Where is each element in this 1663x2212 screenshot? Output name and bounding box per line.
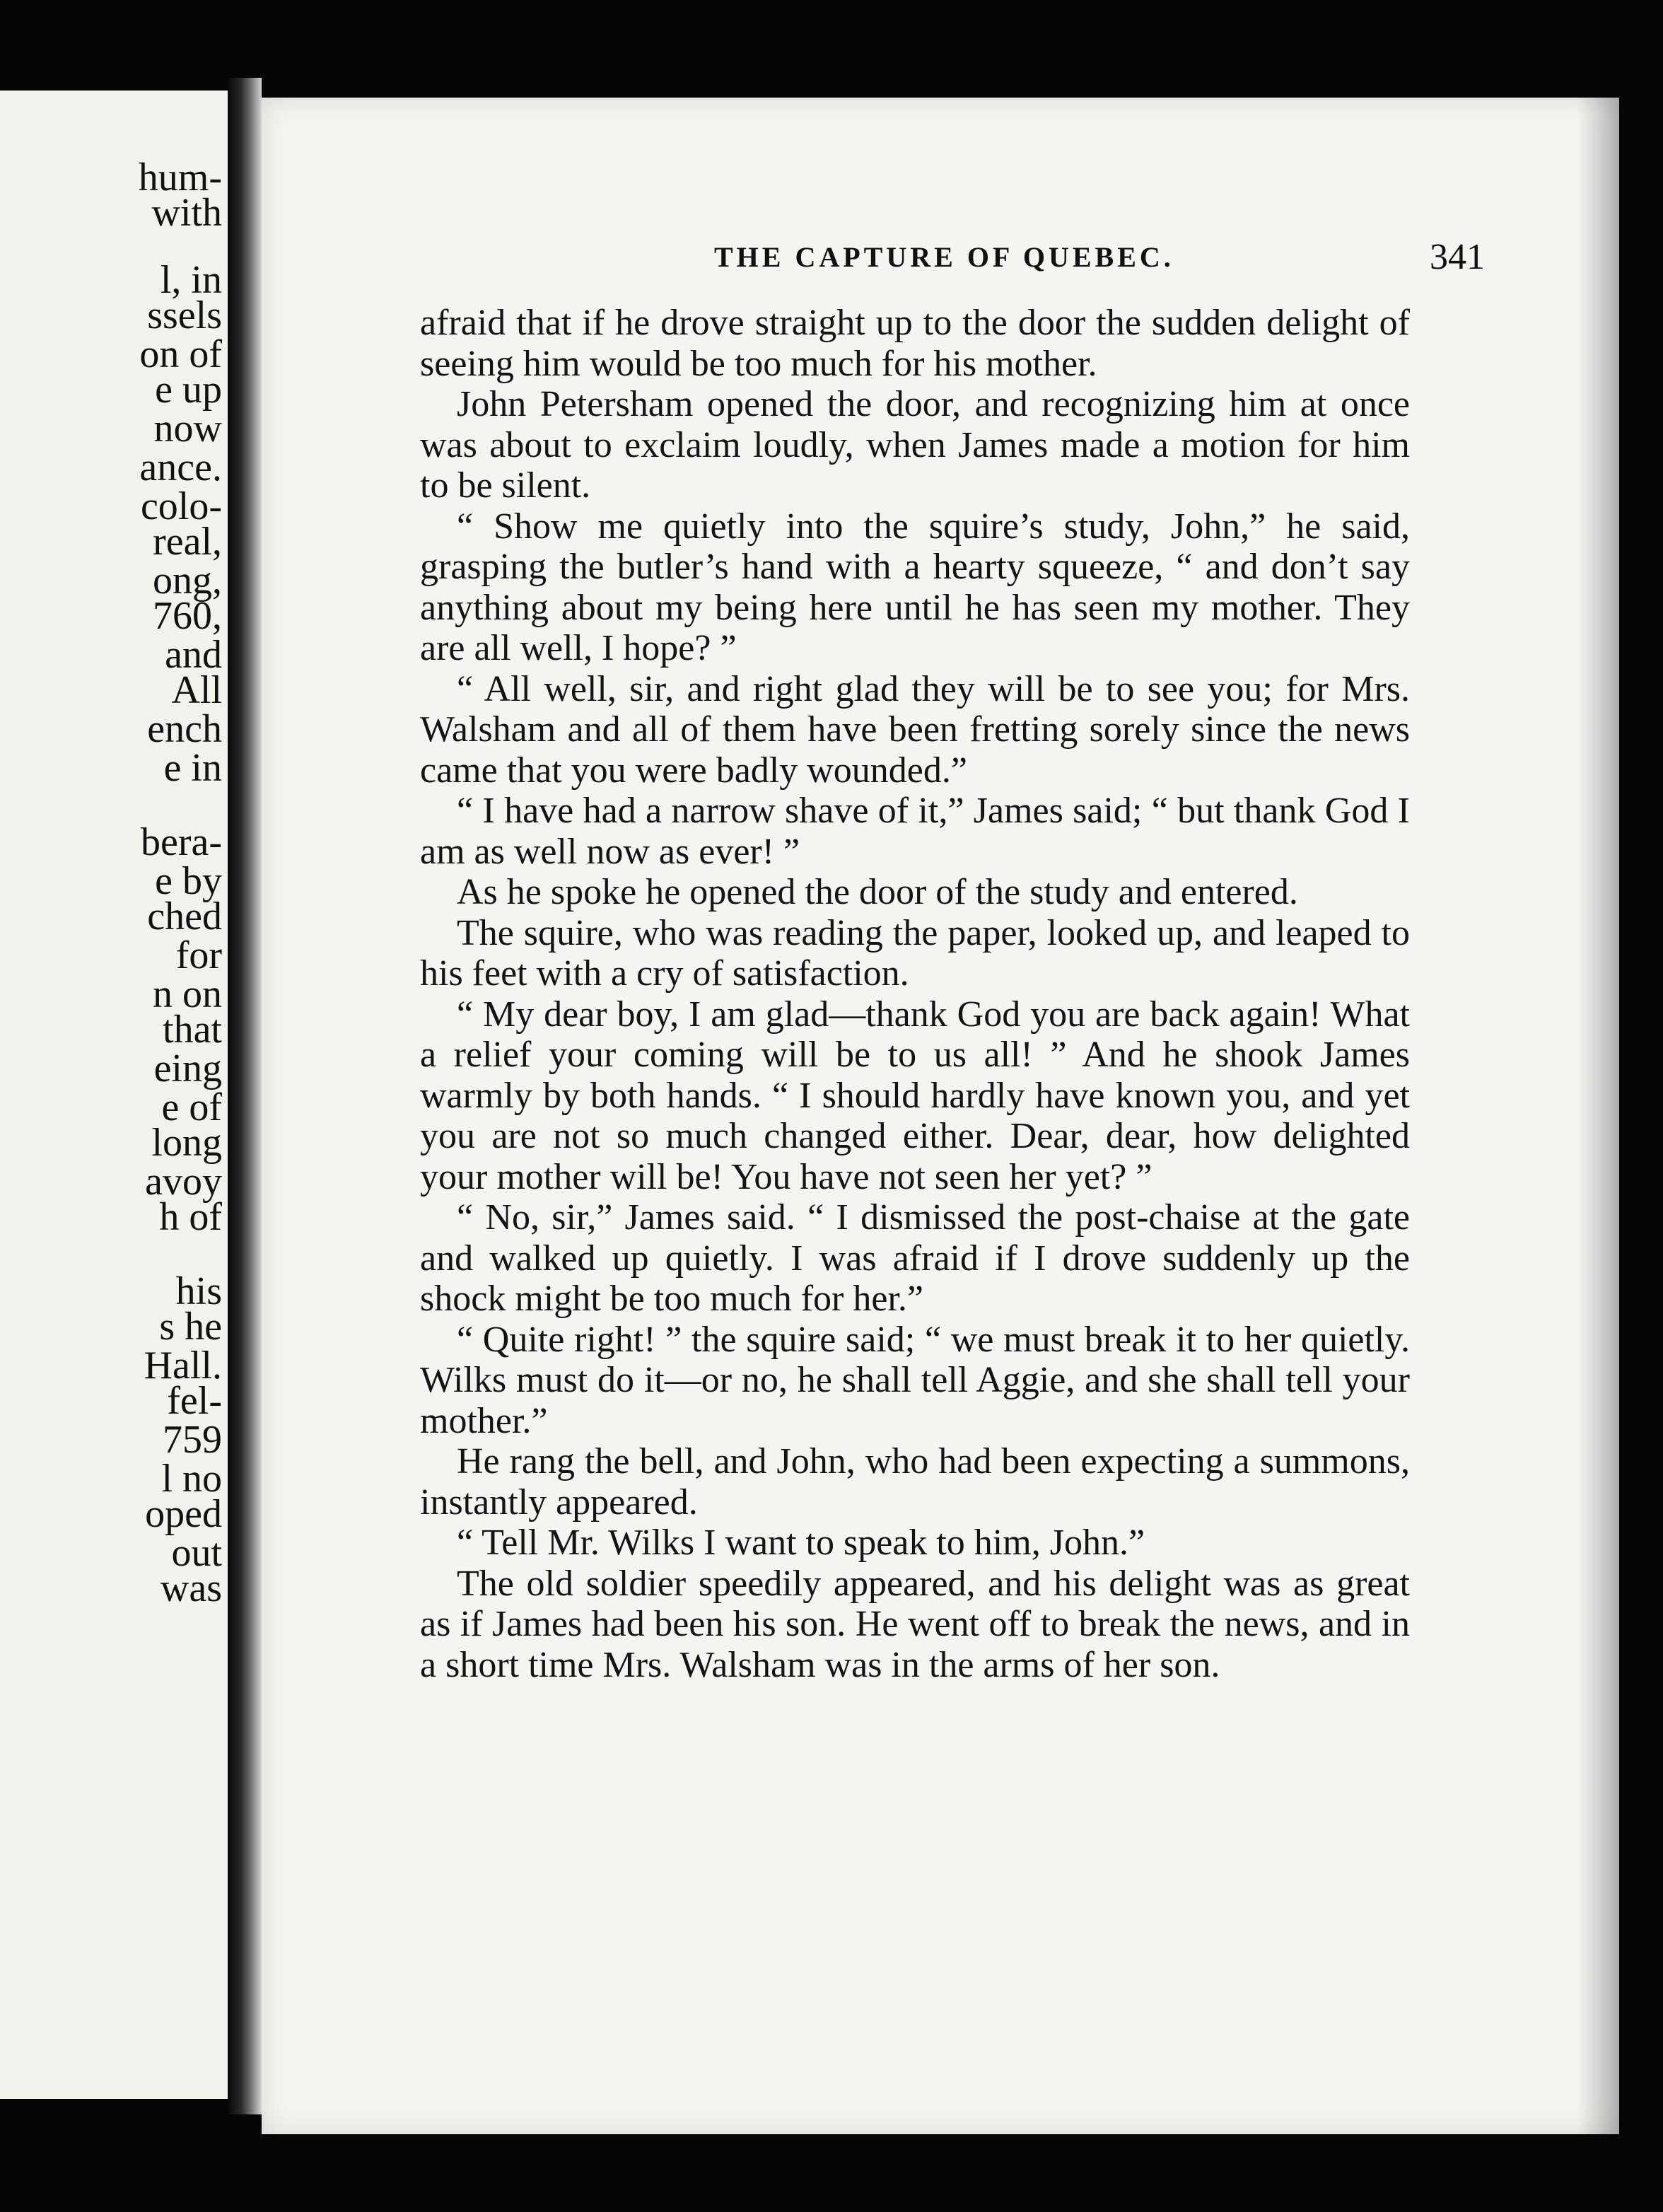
body-text: [420, 303, 1410, 1685]
paragraph: “ All well, sir, and right glad they will be to see you; for Mrs. Walsham and all of them have been fretting sorely since the news came that you were badly wounded.”: [420, 668, 1410, 791]
left-page-line: real,: [153, 520, 222, 564]
paragraph: “ No, sir,” James said. “ I dismissed the post-chaise at the gate and walked up quietly. I was afraid if I drove suddenly up the shock might be too much for her.”: [420, 1197, 1410, 1319]
running-head: THE CAPTURE OF QUEBEC.: [714, 241, 1174, 273]
left-page-line: Hall.: [144, 1344, 222, 1387]
left-page-line: fel-: [167, 1379, 222, 1423]
left-page-line: that: [163, 1008, 222, 1052]
left-page-line: ssels: [147, 293, 222, 337]
paragraph: “ Tell Mr. Wilks I want to speak to him, John.”: [457, 1523, 1145, 1563]
left-page-line: e of: [161, 1085, 222, 1129]
left-page-line: for: [175, 933, 222, 977]
left-page-line: n on: [153, 972, 222, 1016]
left-page-line: ance.: [139, 446, 222, 489]
paragraph: “ Quite right! ” the squire said; “ we must break it to her quietly. Wilks must do it—or no, he shall tell Aggie, and she shall tell your mother.”: [420, 1319, 1410, 1441]
left-page-line: eing: [153, 1047, 222, 1090]
book-page: [262, 98, 1619, 2134]
left-page-line: e up: [155, 368, 222, 412]
left-page-line: e by: [155, 859, 222, 903]
paragraph: The squire, who was reading the paper, looked up, and leaped to his feet with a cry of satisfaction.: [420, 912, 1410, 994]
left-page-line: was: [160, 1566, 222, 1610]
page-number: 341: [1430, 237, 1485, 277]
paragraph: He rang the bell, and John, who had been expecting a summons, instantly appeared.: [420, 1441, 1410, 1523]
left-page-line: s he: [159, 1305, 222, 1349]
paragraph: As he spoke he opened the door of the study and entered.: [457, 872, 1298, 912]
left-page-line: ench: [147, 707, 222, 751]
left-page-line: l, in: [160, 258, 222, 302]
left-page-line: l no: [161, 1457, 222, 1501]
left-page-line: ched: [147, 895, 222, 938]
paragraph: John Petersham opened the door, and recognizing him at once was about to exclaim loudly, when James made a motion for him to be silent.: [420, 384, 1410, 506]
left-page-line: avoy: [145, 1160, 222, 1204]
left-page-line: ong,: [153, 559, 222, 603]
left-page-line: oped: [145, 1492, 222, 1536]
paragraph: The old soldier speedily appeared, and his delight was as great as if James had been his son. He went off to break the news, and in a short time Mrs. Walsham was in the arms of her son.: [420, 1563, 1410, 1685]
left-page-line: All: [171, 668, 222, 712]
left-page-line: e in: [163, 746, 222, 790]
scan-bottom-edge: [0, 2134, 1663, 2212]
left-page-line: with: [151, 191, 222, 235]
left-facing-page: [0, 91, 228, 2099]
paragraph: “ Show me quietly into the squire’s study, John,” he said, grasping the butler’s hand with a hearty squeeze, “ and don’t say anything about my being here until he has seen my mother. They are all well, I hope? ”: [420, 506, 1410, 668]
left-page-line: on of: [139, 332, 222, 376]
left-page-line: now: [153, 407, 222, 450]
paragraph: “ I have had a narrow shave of it,” James said; “ but thank God I am as well now as ever! ”: [420, 791, 1410, 872]
book-spine: [228, 78, 262, 2114]
left-page-line: colo-: [140, 484, 222, 528]
left-page-line: h of: [159, 1195, 222, 1239]
left-page-line: hum-: [138, 156, 222, 199]
left-page-line: 759: [163, 1418, 222, 1462]
left-page-line: 760,: [153, 594, 222, 638]
left-page-line: his: [175, 1269, 222, 1313]
left-page-line: and: [165, 633, 222, 677]
left-page-line: bera-: [140, 820, 222, 864]
paragraph: “ My dear boy, I am glad—thank God you are back again! What a relief your coming will be to us all! ” And he shook James warmly by both hands. “ I should hardly have known you, and yet you are not so much changed either. Dear, dear, how delighted your mother will be! You have not seen her yet? ”: [420, 994, 1410, 1197]
paragraph: afraid that if he drove straight up to the door the sudden delight of seeing him would be too much for his mother.: [420, 303, 1410, 384]
left-page-line: out: [171, 1531, 222, 1575]
left-page-line: long: [151, 1121, 222, 1165]
